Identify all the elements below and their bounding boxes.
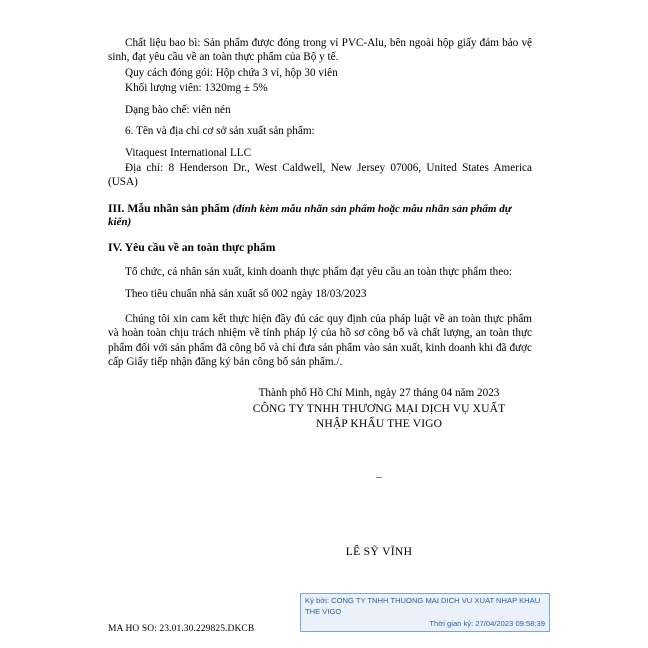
signature-block [108,386,532,431]
section-4-number: IV. [108,241,123,255]
section-3-title: Mẫu nhãn sản phẩm [127,202,230,216]
paragraph-dosage-form: Dạng bào chế: viên nén [125,103,231,116]
paragraph-manufacturer-name: Vitaquest International LLC [125,146,252,159]
paragraph-manufacturer-heading: 6. Tên và địa chỉ cơ sở sản xuất sản phẩm: [125,125,315,138]
digital-signature-signed-by: Ký bởi: CONG TY TNHH THUONG MAI DICH VU XUAT NHAP KHAU THE VIGO [305,595,541,617]
signature-dash: _ [376,466,382,479]
paragraph-safety-requirement: Tổ chức, cá nhân sản xuất, kinh doanh thực phẩm đạt yêu cầu an toàn thực phẩm theo: [125,266,512,279]
paragraph-packing-spec: Quy cách đóng gói: Hộp chứa 3 vỉ, hộp 30 viên [125,66,338,79]
signature-company-line-1: CÔNG TY TNHH THƯƠNG MẠI DỊCH VỤ XUẤT [252,401,506,415]
section-heading-3 [108,202,532,228]
paragraph-commitment: Chúng tôi xin cam kết thực hiện đầy đủ các quy định của pháp luật về an toàn thực phẩm và hoàn toàn chịu trách nhiệm về tính pháp lý của hồ sơ công bố và chất lượng, an toàn thực phẩm đối với sản phẩm đã công bố và chỉ đưa sản phẩm vào sản xuất, kinh doanh khi đã được cấp Giấy tiếp nhận đăng ký bản công bố sản phẩm./. [108,312,532,368]
document-content [108,36,532,558]
paragraph-tablet-weight: Khối lượng viên: 1320mg ± 5% [125,82,268,95]
section-heading-4 [108,241,532,254]
paragraph-manufacturer-address: Địa chỉ: 8 Henderson Dr., West Caldwell, New Jersey 07006, United States America (USA) [108,161,532,188]
section-3-number: III. [108,202,125,216]
paragraph-packaging-material: Chất liệu bao bì: Sản phẩm được đóng trong vỉ PVC-Alu, bên ngoài hộp giấy đảm bảo vệ sinh, đạt yêu cầu về an toàn thực phẩm của Bộ y tế. [108,37,532,64]
digital-signature-stamp [300,593,550,632]
paragraph-standard-reference: Theo tiêu chuẩn nhà sản xuất số 002 ngày 18/03/2023 [125,287,367,300]
section-3-note: (đính kèm mẫu nhãn sản phẩm hoặc mẫu nhãn sản phẩm dự kiến) [108,203,512,229]
section-4-title: Yêu cầu về an toàn thực phẩm [124,241,276,255]
footer-record-code: MA HO SO: 23.01.30.229825.DKCB [108,624,255,634]
signature-place-date: Thành phố Hồ Chí Minh, ngày 27 tháng 04 năm 2023 [258,387,500,400]
signer-name: LÊ SỸ VĨNH [345,544,413,558]
signature-company-line-2: NHẬP KHẨU THE VIGO [315,416,443,430]
digital-signature-time: Thời gian ký: 27/04/2023 09:58:39 [429,618,545,628]
